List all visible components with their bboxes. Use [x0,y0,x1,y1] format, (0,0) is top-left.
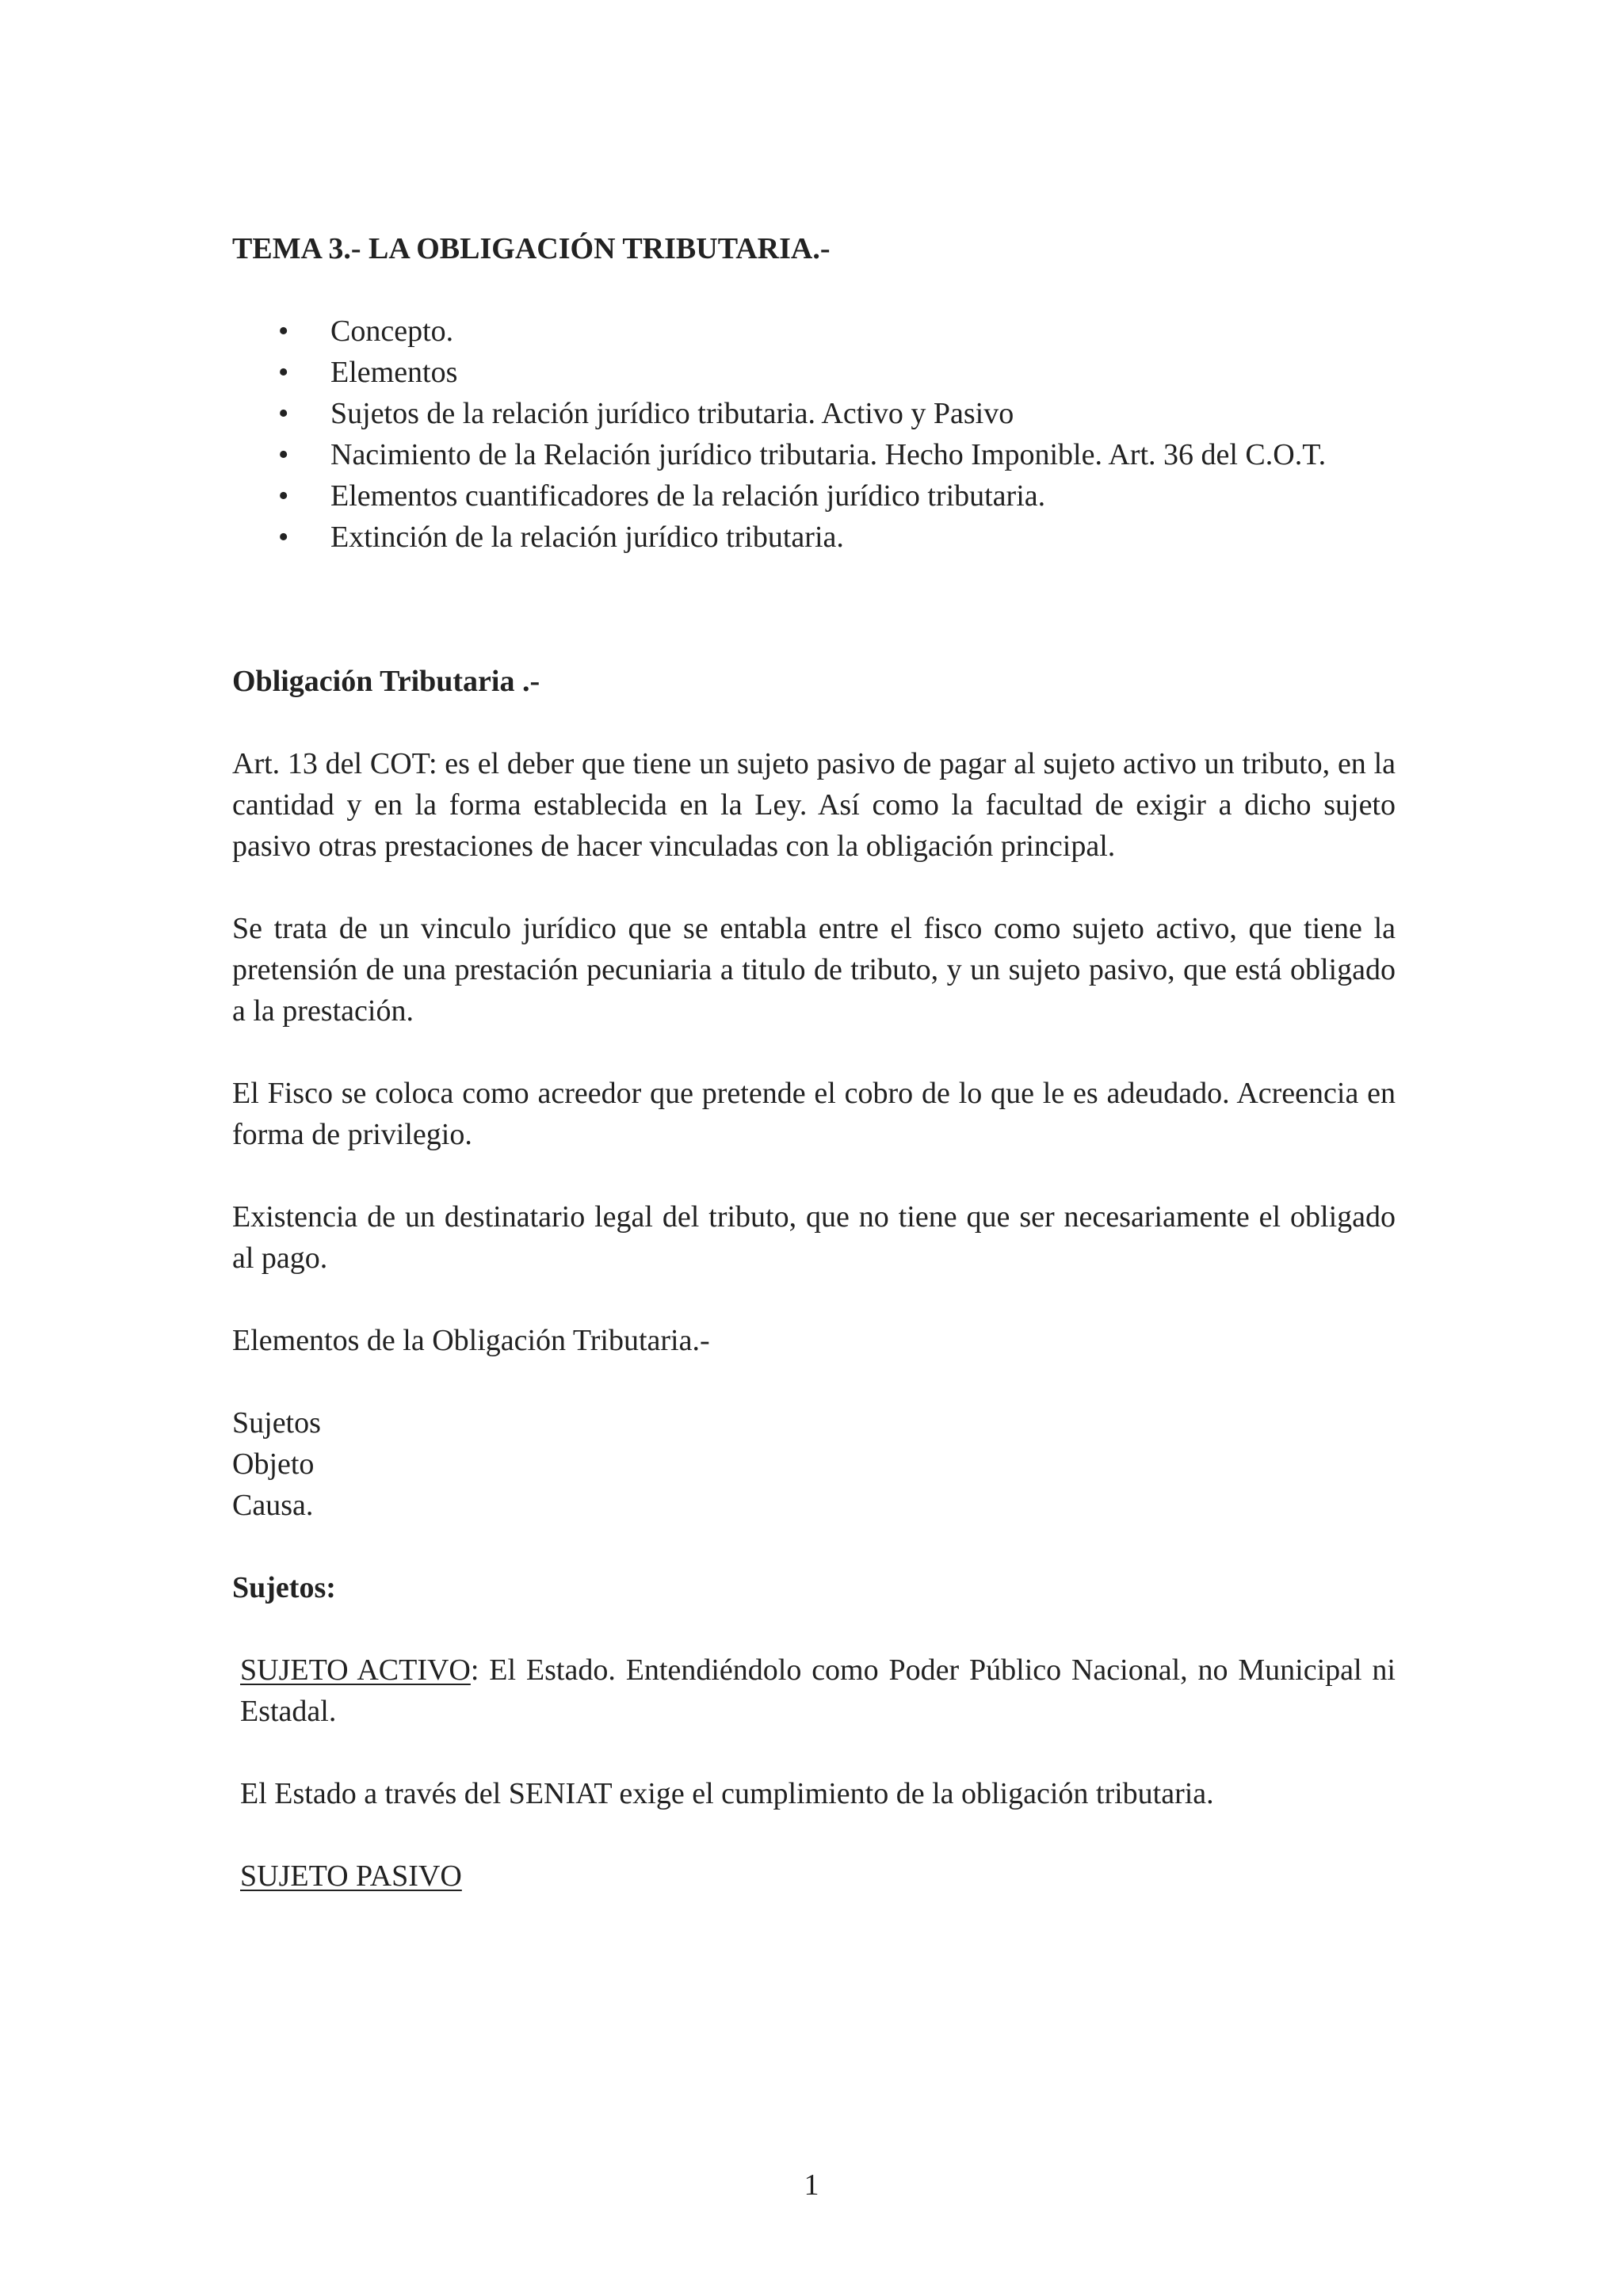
list-item: • Elementos cuantificadores de la relación jurídico tributaria. [232,475,1396,517]
paragraph-vinculo: Se trata de un vinculo jurídico que se entabla entre el fisco como sujeto activo, que tiene la pretensión de una prestación pecuniaria a titulo de tributo, y un sujeto pasivo, que está obligado a la prestación. [232,912,1396,1028]
bullet-icon: • [278,521,289,554]
sujetos-heading: Sujetos: [232,1571,336,1604]
bullet-icon: • [278,438,289,471]
topics-list [232,311,1396,558]
sujeto-activo-label: SUJETO ACTIVO [240,1653,471,1687]
paragraph-art-13: Art. 13 del COT: es el deber que tiene un sujeto pasivo de pagar al sujeto activo un tributo, en la cantidad y en la forma establecida en la Ley. Así como la facultad de exigir a dicho sujeto pasivo otras prestaciones de hacer vinculadas con la obligación principal. [232,747,1396,863]
bullet-icon: • [278,479,289,513]
bullet-icon: • [278,397,289,430]
list-item: • Nacimiento de la Relación jurídico tributaria. Hecho Imponible. Art. 36 del C.O.T. [232,434,1396,475]
document-body [232,228,1396,1897]
bullet-icon: • [278,356,289,389]
elements-list [232,1402,1396,1526]
list-item: • Elementos [232,352,1396,393]
sujeto-activo-paragraph [232,1650,1396,1732]
list-item: Sujetos [232,1406,321,1440]
elements-heading: Elementos de la Obligación Tributaria.- [232,1324,710,1357]
section-heading: Obligación Tributaria .- [232,665,540,698]
paragraph-destinatario: Existencia de un destinatario legal del tributo, que no tiene que ser necesariamente el obligado al pago. [232,1200,1396,1275]
document-title: TEMA 3.- LA OBLIGACIÓN TRIBUTARIA.- [232,232,831,265]
list-item: • Sujetos de la relación jurídico tributaria. Activo y Pasivo [232,393,1396,434]
list-item: • Concepto. [232,311,1396,352]
page-number: 1 [804,2168,819,2202]
list-item: Objeto [232,1447,315,1481]
seniat-paragraph: El Estado a través del SENIAT exige el cumplimiento de la obligación tributaria. [240,1777,1214,1810]
list-item: • Extinción de la relación jurídico tributaria. [232,517,1396,558]
sujeto-pasivo-heading: SUJETO PASIVO [240,1859,462,1893]
paragraph-fisco: El Fisco se coloca como acreedor que pretende el cobro de lo que le es adeudado. Acreencia en forma de privilegio. [232,1077,1396,1151]
bullet-icon: • [278,315,289,348]
list-item: Causa. [232,1489,314,1522]
sujeto-activo-text: : El Estado. Entendiéndolo como Poder Público Nacional, no Municipal ni Estadal. [240,1653,1396,1728]
